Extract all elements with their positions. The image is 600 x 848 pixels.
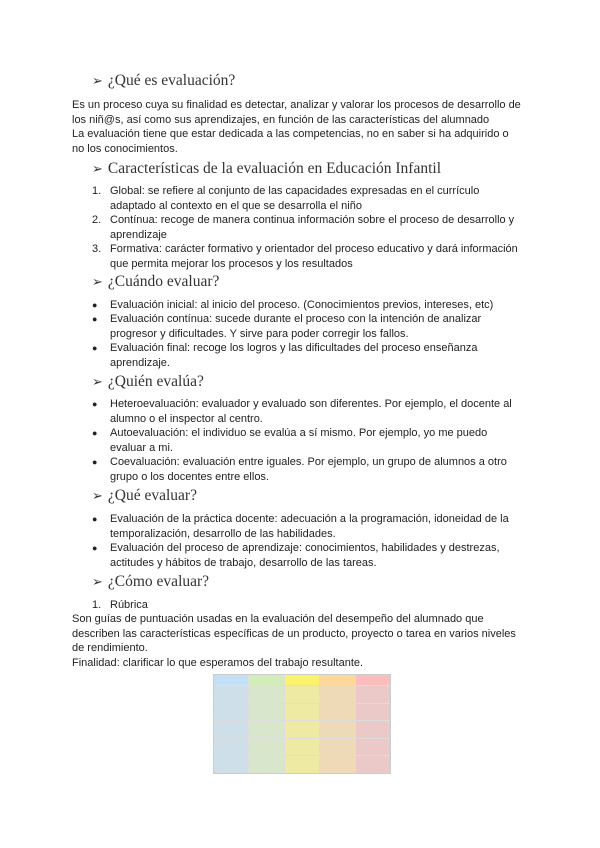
list-item: 2. Contínua: recoge de manera continua información sobre el proceso de desarrollo y aprendizaje: [92, 214, 515, 241]
rubric-header-cell: [285, 675, 319, 685]
rubric-cell: [249, 704, 283, 721]
rubric-table-image: [213, 674, 391, 774]
bullet-icon: ●: [92, 314, 98, 324]
arrow-bullet-icon: ➢: [92, 489, 103, 504]
rubric-cell: [356, 704, 390, 721]
list-item: ● Evaluación final: recoge los logros y las dificultades del proceso enseñanza aprendizaje.: [92, 342, 478, 369]
rubric-cell: [320, 704, 354, 721]
arrow-bullet-icon: ➢: [92, 162, 103, 177]
heading-cuando-evaluar: ➢ ¿Cuándo evaluar?: [92, 273, 220, 290]
list-item: 3. Formativa: carácter formativo y orientador del proceso educativo y dará información que permita mejorar los procesos y los resultados: [92, 243, 518, 270]
list-item: ● Evaluación contínua: sucede durante el proceso con la intención de analizar progresor y dificultades. Y sirve para poder corregir los fallos.: [92, 313, 482, 340]
bullet-icon: ●: [92, 343, 98, 353]
paragraph-rubrica: Son guías de puntuación usadas en la evaluación del desempeño del alumnado que describen las características específicas de un producto, proyecto o tarea en varios niveles de rendimiento. Finalidad: clarificar lo que esperamos del trabajo resultante.: [72, 613, 516, 669]
rubric-cell: [356, 739, 390, 756]
rubric-cell: [214, 756, 248, 773]
arrow-bullet-icon: ➢: [92, 74, 103, 89]
rubric-cell: [214, 704, 248, 721]
bullet-icon: ●: [92, 428, 98, 438]
rubric-cell: [285, 686, 319, 703]
paragraph-definicion: Es un proceso cuya su finalidad es detectar, analizar y valorar los procesos de desarrollo de los niñ@s, así como sus aprendizajes, en función de las características del alumnado La evaluación tiene que estar dedicada a las competencias, no en saber si ha adquirido o no los conocimientos.: [72, 99, 521, 155]
bullet-icon: ●: [92, 514, 98, 524]
rubric-cell: [214, 739, 248, 756]
heading-como-evaluar: ➢ ¿Cómo evaluar?: [92, 573, 210, 590]
rubric-cell: [249, 756, 283, 773]
list-item: ● Evaluación de la práctica docente: adecuación a la programación, idoneidad de la temporalización, desarrollo de las habilidades.: [92, 513, 509, 540]
arrow-bullet-icon: ➢: [92, 375, 103, 390]
list-item: ● Autoevaluación: el individuo se evalúa a sí mismo. Por ejemplo, yo me puedo evaluar a mi.: [92, 427, 488, 454]
rubric-cell: [356, 721, 390, 738]
list-item: ● Evaluación del proceso de aprendizaje: conocimientos, habilidades y destrezas, actitudes y hábitos de trabajo, desarrollo de las tareas.: [92, 542, 500, 569]
rubric-cell: [249, 721, 283, 738]
rubric-header-cell: [214, 675, 248, 685]
arrow-bullet-icon: ➢: [92, 575, 103, 590]
rubric-header-cell: [249, 675, 283, 685]
heading-que-evaluar: ➢ ¿Qué evaluar?: [92, 487, 197, 504]
rubric-cell: [285, 721, 319, 738]
bullet-icon: ●: [92, 399, 98, 409]
heading-que-es-evaluacion: ➢ ¿Qué es evaluación?: [92, 72, 236, 89]
rubric-cell: [214, 686, 248, 703]
rubric-cell: [356, 686, 390, 703]
rubric-cell: [285, 739, 319, 756]
list-item: ● Coevaluación: evaluación entre iguales. Por ejemplo, un grupo de alumnos a otro grupo o los docentes entre ellos.: [92, 456, 507, 483]
rubric-cell: [320, 686, 354, 703]
bullet-icon: ●: [92, 543, 98, 553]
rubric-cell: [249, 739, 283, 756]
list-item: ● Heteroevaluación: evaluador y evaluado son diferentes. Por ejemplo, el docente al alumno o el inspector al centro.: [92, 398, 512, 425]
rubric-header-cell: [356, 675, 390, 685]
rubric-header-cell: [320, 675, 354, 685]
heading-quien-evalua: ➢ ¿Quién evalúa?: [92, 373, 204, 390]
rubric-cell: [214, 721, 248, 738]
list-item: 1. Rúbrica: [92, 599, 148, 611]
rubric-cell: [356, 756, 390, 773]
list-item: ● Evaluación inicial: al inicio del proceso. (Conocimientos previos, intereses, etc): [92, 299, 494, 311]
arrow-bullet-icon: ➢: [92, 275, 103, 290]
list-item: 1. Global: se refiere al conjunto de las capacidades expresadas en el currículo adaptado al contexto en el que se desarrolla el niño: [92, 185, 480, 212]
rubric-cell: [320, 739, 354, 756]
bullet-icon: ●: [92, 457, 98, 467]
rubric-cell: [285, 756, 319, 773]
bullet-icon: ●: [92, 300, 98, 310]
rubric-cell: [320, 721, 354, 738]
rubric-cell: [285, 704, 319, 721]
heading-caracteristicas: ➢ Características de la evaluación en Educación Infantil: [92, 160, 441, 177]
rubric-cell: [320, 756, 354, 773]
rubric-cell: [249, 686, 283, 703]
